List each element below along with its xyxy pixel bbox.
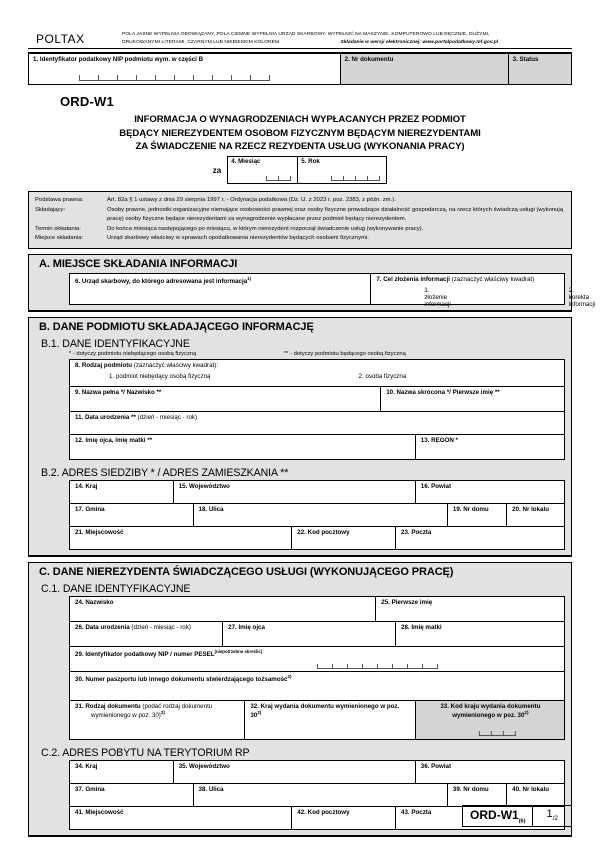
section-a <box>28 254 596 312</box>
field-voivodeship-c[interactable] <box>174 761 416 783</box>
footer-page-number: $1_{/2}$ <box>546 807 558 822</box>
field-mother-name-c[interactable] <box>396 622 564 646</box>
instruction-line-1: POLA JASNE WYPEŁNIA OBOWIĄZANY, POLA CIEMNE WYPEŁNIA URZĄD SKARBOWY. WYPEŁNIĆ NA MASZYNIE, KOMPUTEROWO LUB RĘCZNIE, DUŻYMI, <box>122 32 490 37</box>
country-code-comb-boxes <box>479 731 516 736</box>
field-postal-code-b-label: 22. Kod pocztowy <box>297 529 350 537</box>
field-document-number <box>341 54 509 84</box>
field-nip[interactable] <box>29 54 341 84</box>
field-month[interactable] <box>228 157 298 183</box>
field-apartment-number-b-label: 20. Nr lokalu <box>512 506 549 514</box>
field-parents-names-b[interactable] <box>70 435 416 459</box>
field-street-b[interactable] <box>194 504 448 526</box>
section-c1-row <box>70 701 564 739</box>
section-b2-row <box>70 527 564 549</box>
section-c1-row <box>70 622 564 647</box>
entity-type-options <box>75 369 560 380</box>
poltax-logo: POLTAX <box>36 32 85 46</box>
field-passport-number-c[interactable] <box>70 672 564 700</box>
field-country-b[interactable] <box>70 481 174 503</box>
electronic-submission-note: Składanie w wersji elektronicznej: www.portalpodatkowy.mf.gov.pl <box>340 39 499 45</box>
field-post-office-b-label: 23. Poczta <box>401 529 432 537</box>
section-b <box>28 317 572 557</box>
field-full-name-label: 9. Nazwa pełna */ Nazwisko ** <box>75 389 162 397</box>
field-surname-c-label: 24. Nazwisko <box>75 599 114 607</box>
page-footer <box>462 805 572 827</box>
field-voivodeship-b[interactable] <box>174 481 416 503</box>
section-c1-row <box>70 672 564 701</box>
field-postal-code-c[interactable] <box>292 807 396 829</box>
field-tax-office[interactable] <box>70 274 371 304</box>
purpose-option-2[interactable]: 2. korekta informacji <box>568 287 596 309</box>
field-firstname-c-label: 25. Pierwsze imię <box>381 599 433 607</box>
field-street-b-label: 18. Ulica <box>198 506 224 514</box>
field-apartment-number-c-label: 40. Nr lokalu <box>512 786 549 794</box>
legal-value: Osoby prawne, jednostki organizacyjne niemające osobowości prawnej oraz osoby fizyczne prowadzące działalność gospodarczą, na rzecz których świadczą usługi (wykonują pracę) osoby fizyczne będące nierezydentami za wynagrodzenie wypłacane przez podmiot będący nierezydentem. <box>107 206 563 222</box>
entity-type-option-1[interactable]: 1. podmiot niebędący osobą fizyczną <box>109 373 211 381</box>
field-postal-code-b[interactable] <box>292 527 396 549</box>
field-house-number-c-label: 39. Nr domu <box>452 786 489 794</box>
month-comb-boxes <box>266 176 291 181</box>
nip-comb-boxes <box>79 75 270 81</box>
field-country-code-c-label: 33. Kod kraju wydania dokumentu wymienionego w poz. 30$^{2)}$ <box>440 703 541 720</box>
legal-row <box>35 225 565 234</box>
entity-type-option-2[interactable]: 2. osoba fizyczna <box>358 373 407 381</box>
form-title-line-3: ZA ŚWIADCZENIE NA RZECZ REZYDENTA USŁUG (WYKONANIA PRACY) <box>135 141 465 153</box>
legal-value: Art. 82a § 1 ustawy z dnia 29 sierpnia 1997 r. - Ordynacja podatkowa (Dz. U. z 2023 r. poz. 2383, z późn. zm.). <box>107 197 396 204</box>
field-voivodeship-c-label: 35. Województwo <box>178 763 230 771</box>
field-nip-label: 1. Identyfikator podatkowy NIP podmiotu wym. w części B <box>33 56 204 64</box>
section-b2-row <box>70 481 564 504</box>
field-county-c[interactable] <box>416 761 564 783</box>
legal-value: Do końca miesiąca następującego po miesiącu, w którym nierezydent rozpoczął świadczenie usług (wykonywanie pracy). <box>107 225 424 232</box>
field-full-name[interactable] <box>70 387 381 411</box>
field-regon[interactable] <box>416 435 564 459</box>
field-father-name-c[interactable] <box>223 622 396 646</box>
legal-row <box>35 206 565 224</box>
field-country-code-c <box>416 701 564 739</box>
field-city-b[interactable] <box>70 527 292 549</box>
section-a-row <box>70 274 596 309</box>
field-document-issuing-country-c[interactable] <box>245 701 415 739</box>
section-b1-row <box>70 360 564 387</box>
field-purpose[interactable] <box>371 274 596 309</box>
section-b1-fields <box>69 359 565 460</box>
field-birth-date-c-label: 26. Data urodzenia (dzień - miesiąc - rok) <box>75 624 191 632</box>
field-short-name-label: 10. Nazwa skrócona */ Pierwsze imię ** <box>386 389 500 397</box>
section-b1-heading: B.1. DANE IDENTYFIKACYJNE <box>41 338 190 351</box>
field-year[interactable] <box>298 157 386 183</box>
field-post-office-b[interactable] <box>396 527 564 549</box>
section-b2-heading: B.2. ADRES SIEDZIBY * / ADRES ZAMIESZKANIA ** <box>41 467 289 480</box>
field-tax-office-label: 6. Urząd skarbowy, do którego adresowana jest informacja$^{1)}$ <box>75 276 252 286</box>
section-b1-row <box>70 387 564 412</box>
section-b2-row <box>70 504 564 527</box>
field-nip-pesel-c-label: 29. Identyfikator podatkowy NIP / numer $PESEL^{(niepotrzebne skreślić)}$ <box>75 649 263 659</box>
field-document-issuing-country-c-label: 32. Kraj wydania dokumentu wymienionego w poz. 30$^{2)}$ <box>250 703 400 720</box>
field-house-number-b[interactable] <box>448 504 507 526</box>
field-nip-pesel-c[interactable] <box>70 647 564 671</box>
field-entity-type-label: 8. Rodzaj podmiotu (zaznaczyć właściwy kwadrat): <box>75 362 219 370</box>
section-c-heading: C. DANE NIEREZYDENTA ŚWIADCZĄCEGO USŁUGI (WYKONUJĄCEGO PRACĘ) <box>39 566 454 579</box>
field-document-type-c-label: 31. Rodzaj dokumentu (podać rodzaj dokumentu wymienionego w poz. 30)$^{2)}$ <box>75 703 213 720</box>
field-street-c[interactable] <box>194 784 448 806</box>
section-b2-fields <box>69 480 565 550</box>
section-a-heading: A. MIEJSCE SKŁADANIA INFORMACJI <box>39 258 238 271</box>
field-status <box>509 54 571 84</box>
field-county-c-label: 36. Powiat <box>420 763 452 771</box>
section-b1-row <box>70 435 564 459</box>
field-street-c-label: 38. Ulica <box>198 786 224 794</box>
section-b-notes <box>29 351 571 359</box>
period-box <box>227 156 387 184</box>
field-father-name-c-label: 27. Imię ojca <box>228 624 265 632</box>
page-header <box>28 0 572 46</box>
field-year-label: 5. Rok <box>301 158 320 166</box>
field-postal-code-c-label: 42. Kod pocztowy <box>297 809 350 817</box>
field-voivodeship-b-label: 15. Województwo <box>178 483 230 491</box>
field-country-c[interactable] <box>70 761 174 783</box>
legal-row <box>35 234 565 243</box>
field-country-b-label: 14. Kraj <box>75 483 98 491</box>
footer-form-code: ORD-$W1_{(6)}$ <box>463 806 533 826</box>
purpose-options <box>376 283 596 309</box>
field-short-name[interactable] <box>381 387 564 411</box>
field-post-office-c-label: 43. Poczta <box>401 809 432 817</box>
field-country-c-label: 34. Kraj <box>75 763 98 771</box>
field-regon-label: 13. REGON * <box>420 437 458 445</box>
field-document-number-label: 2. Nr dokumentu <box>344 56 394 64</box>
form-title-line-2: BĘDĄCY NIEREZYDENTEM OSOBOM FIZYCZNYM BĘDĄCYM NIEREZYDENTAMI <box>119 127 481 139</box>
form-title-line-1: INFORMACJA O WYNAGRODZENIACH WYPŁACANYCH PRZEZ PODMIOT <box>134 114 466 126</box>
section-c1-heading: C.1. DANE IDENTYFIKACYJNE <box>41 583 191 596</box>
field-surname-c[interactable] <box>70 597 376 621</box>
identification-row <box>28 54 572 85</box>
section-c2-row <box>70 761 564 784</box>
nip-pesel-comb-boxes <box>317 664 438 669</box>
purpose-option-1[interactable]: 1. złożenie informacji <box>424 287 451 309</box>
field-commune-c-label: 37. Gmina <box>75 786 105 794</box>
legal-row <box>35 196 565 205</box>
section-b-heading: B. DANE PODMIOTU SKŁADAJĄCEGO INFORMACJĘ <box>39 321 314 334</box>
legal-label: Miejsce składania: <box>35 235 84 242</box>
field-commune-c[interactable] <box>70 784 194 806</box>
instruction-line-2: DRUKOWANYMI LITERAMI, CZARNYM LUB NIEBIESKIM KOLOREM. Składanie w wersji elektronicznej: www.portalpodatkowy.mf.gov.pl <box>122 39 499 45</box>
legal-label: Termin składania: <box>35 225 81 232</box>
legal-value: Urząd skarbowy właściwy w sprawach opodatkowania nierezydentów będących osobami fizycznymi. <box>107 235 369 242</box>
field-passport-number-c-label: 30. Numer paszportu lub innego dokumentu stwierdzającego tożsamość$^{2)}$ <box>75 674 292 684</box>
form-title <box>28 113 572 154</box>
field-purpose-label: 7. Cel złożenia informacji (zaznaczyć właściwy kwadrat) <box>376 276 535 284</box>
field-city-b-label: 21. Miejscowość <box>75 529 124 537</box>
field-commune-b[interactable] <box>70 504 194 526</box>
year-comb-boxes <box>331 176 380 181</box>
field-county-b-label: 16. Powiat <box>420 483 452 491</box>
field-house-number-b-label: 19. Nr domu <box>452 506 489 514</box>
field-parents-names-b-label: 12. Imię ojca, imię matki ** <box>75 437 153 445</box>
legal-label: Podstawa prawna: <box>35 197 84 204</box>
field-month-label: 4. Miesiąc <box>231 158 261 166</box>
section-a-fields <box>69 273 596 309</box>
legal-label: Składający: <box>35 206 66 213</box>
section-c1-row <box>70 647 564 672</box>
field-status-label: 3. Status <box>512 56 539 64</box>
field-mother-name-c-label: 28. Imię matki <box>401 624 442 632</box>
field-birth-date-b[interactable] <box>70 412 564 434</box>
field-city-c-label: 41. Miejscowość <box>75 809 124 817</box>
section-c1-row <box>70 597 564 622</box>
field-county-b[interactable] <box>416 481 564 503</box>
note-single-star: * - dotyczy podmiotu niebędącego osobą fizyczną <box>69 351 197 358</box>
section-b1-row <box>70 412 564 435</box>
za-label: za <box>212 165 222 175</box>
field-birth-date-b-label: 11. Data urodzenia ** (dzień - miesiąc - rok) <box>75 414 198 422</box>
field-document-type-c[interactable] <box>70 701 245 739</box>
legal-basis-block <box>28 191 572 249</box>
field-firstname-c[interactable] <box>376 597 564 621</box>
section-c1-fields <box>69 596 565 740</box>
period-row <box>28 156 572 184</box>
form-code: ORD-W1 <box>60 94 114 110</box>
field-apartment-number-c[interactable] <box>507 784 564 806</box>
section-c2-heading: C.2. ADRES POBYTU NA TERYTORIUM RP <box>41 747 250 760</box>
field-birth-date-c[interactable] <box>70 622 223 646</box>
field-entity-type[interactable] <box>70 360 564 386</box>
note-double-star: ** - dotyczy podmiotu będącego osobą fizyczną <box>284 351 406 358</box>
fill-instructions <box>122 28 572 46</box>
field-commune-b-label: 17. Gmina <box>75 506 105 514</box>
field-apartment-number-b[interactable] <box>507 504 564 526</box>
field-house-number-c[interactable] <box>448 784 507 806</box>
section-c <box>28 562 572 837</box>
field-city-c[interactable] <box>70 807 292 829</box>
